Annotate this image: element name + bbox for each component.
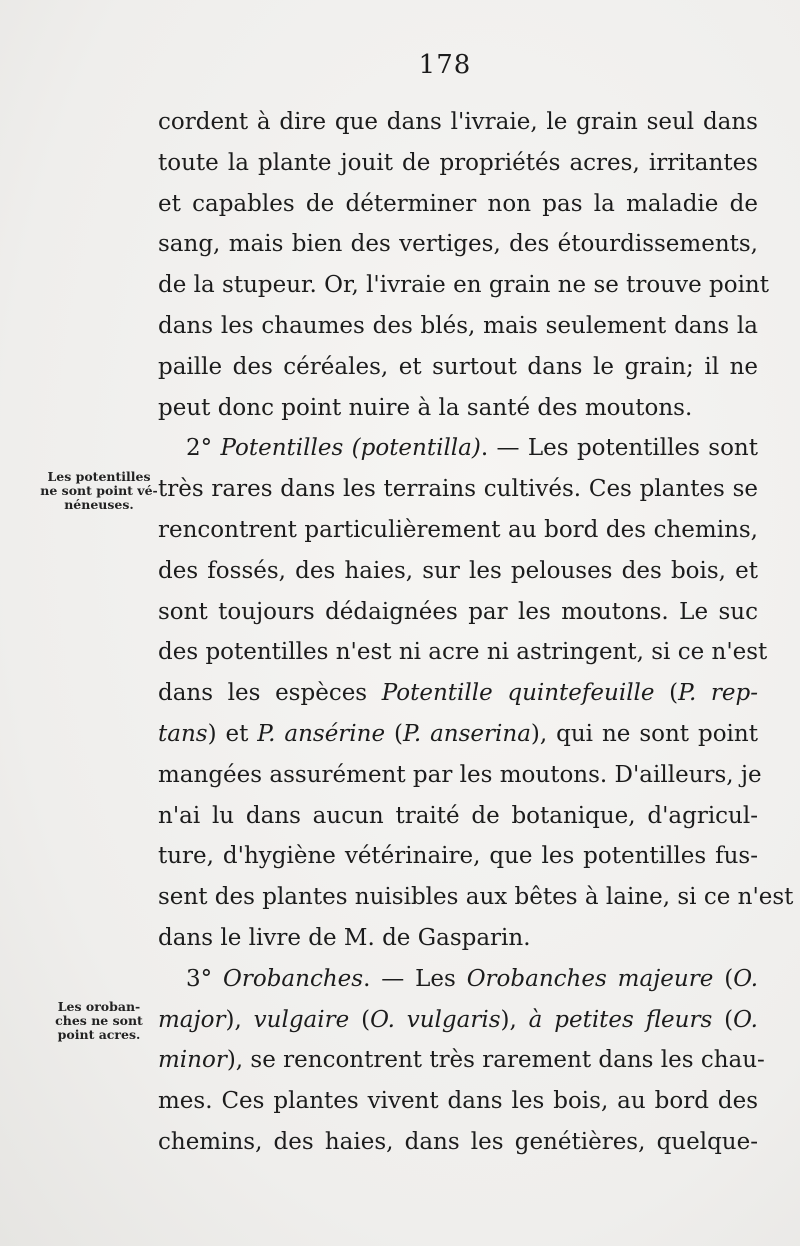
text-line: 2° Potentilles (potentilla). — Les potentilles sont: [186, 435, 758, 462]
text-line: paille des céréales, et surtout dans le grain; il ne: [158, 353, 758, 380]
text-line: rencontrent particulièrement au bord des chemins,: [158, 516, 758, 543]
text-line: sent des plantes nuisibles aux bêtes à laine, si ce n'est: [158, 884, 794, 911]
text-line: très rares dans les terrains cultivés. Ces plantes se: [158, 476, 758, 503]
text-line: minor), se rencontrent très rarement dans les chau-: [158, 1047, 765, 1074]
text-line: toute la plante jouit de propriétés acres, irritantes: [158, 149, 758, 176]
margin-note-line: ne sont point vé-: [40, 483, 158, 498]
page-number: 178: [418, 50, 472, 80]
margin-note-line: Les potentilles: [47, 469, 151, 484]
text-line: tans) et P. ansérine (P. anserina), qui ne sont point: [158, 720, 758, 747]
text-line: cordent à dire que dans l'ivraie, le grain seul dans: [158, 109, 758, 135]
margin-note-orobanches: [40, 1000, 158, 1042]
margin-note-line: Les oroban-: [57, 999, 141, 1014]
text-line: ture, d'hygiène vétérinaire, que les potentilles fus-: [158, 843, 758, 870]
text-line: major), vulgaire (O. vulgaris), à petites fleurs (O.: [158, 1006, 758, 1033]
text-line: sang, mais bien des vertiges, des étourdissements,: [158, 231, 758, 258]
margin-note-line: point acres.: [57, 1027, 141, 1042]
body-text: [158, 102, 794, 1163]
margin-note-line: néneuses.: [64, 497, 134, 512]
text-line: des fossés, des haies, sur les pelouses des bois, et: [158, 557, 758, 584]
margin-note-line: ches ne sont: [55, 1013, 143, 1028]
text-line: dans les espèces Potentille quintefeuille (P. rep-: [158, 680, 758, 707]
text-line: mes. Ces plantes vivent dans les bois, au bord des: [158, 1088, 758, 1115]
text-line: 3° Orobanches. — Les Orobanches majeure (O.: [186, 965, 759, 992]
text-line: sont toujours dédaignées par les moutons. Le suc: [158, 598, 758, 625]
text-line: et capables de déterminer non pas la maladie de: [158, 190, 758, 217]
text-line: des potentilles n'est ni acre ni astringent, si ce n'est: [158, 639, 768, 666]
text-line: dans les chaumes des blés, mais seulement dans la: [158, 312, 758, 339]
text-line: chemins, des haies, dans les genétières, quelque-: [158, 1128, 758, 1155]
text-line: n'ai lu dans aucun traité de botanique, d'agricul-: [158, 802, 758, 829]
margin-note-potentilles: [40, 470, 158, 512]
text-line: mangées assurément par les moutons. D'ailleurs, je: [158, 761, 762, 788]
text-line: de la stupeur. Or, l'ivraie en grain ne se trouve point: [158, 272, 769, 299]
text-line: peut donc point nuire à la santé des moutons.: [158, 394, 693, 421]
text-line: dans le livre de M. de Gasparin.: [158, 924, 531, 951]
